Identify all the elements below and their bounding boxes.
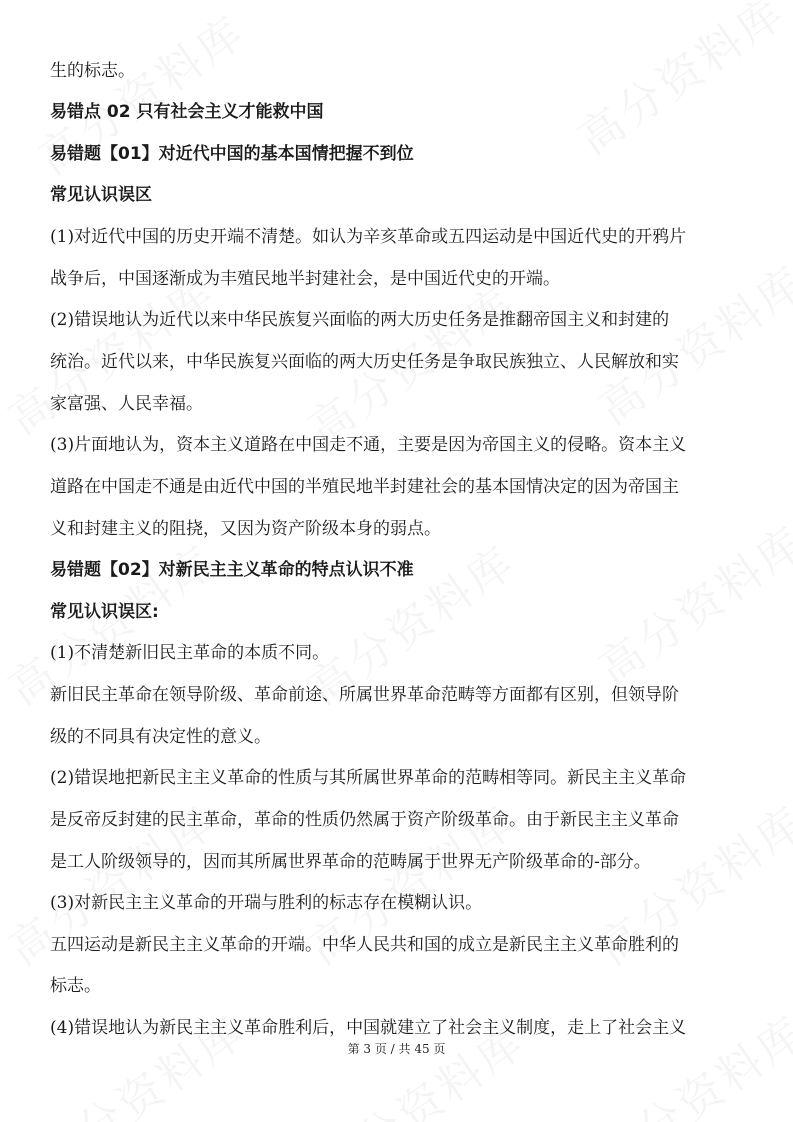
page-footer: 第 3 页 / 共 45 页 (347, 1042, 446, 1056)
paragraph-line: 是反帝反封建的民主革命，革命的性质仍然属于资产阶级革命。由于新民主主义革命 (50, 810, 679, 830)
watermark-text (583, 997, 793, 1122)
paragraph-line: 义和封建主义的阻挠，又因为资产阶级本身的弱点。 (50, 519, 441, 539)
paragraph-line: 新旧民主革命在领导阶级、革命前途、所属世界革命范畴等方面都有区别，但领导阶 (50, 685, 679, 705)
watermark-text (563, 0, 793, 167)
paragraph-line: 是工人阶级领导的，因而其所属世界革命的范畴属于世界无产阶级革命的-部分。 (50, 852, 651, 872)
paragraph-line: 家富强、人民幸福。 (50, 394, 203, 414)
paragraph-line: 统治。近代以来，中华民族复兴面临的两大历史任务是争取民族独立、人民解放和实 (50, 352, 679, 372)
paragraph-line: 生的标志。 (50, 61, 135, 81)
question-heading: 易错题【02】对新民主主义革命的特点认识不准 (50, 560, 414, 580)
section-heading: 易错点 02 只有社会主义才能救中国 (50, 102, 324, 122)
watermark-text (583, 247, 793, 437)
paragraph-line: (1)对近代中国的历史开端不清楚。如认为辛亥革命或五四运动是中国近代史的开鸦片 (50, 227, 687, 247)
subheading: 常见认识误区 (50, 185, 152, 205)
paragraph-line: (2)错误地认为近代以来中华民族复兴面临的两大历史任务是推翻帝国主义和封建的 (50, 310, 670, 330)
paragraph-line: 标志。 (50, 976, 101, 996)
paragraph-line: (3)对新民主主义革命的开瑞与胜利的标志存在模糊认识。 (50, 893, 483, 913)
paragraph-line: 五四运动是新民主主义革命的开端。中华人民共和国的成立是新民主主义革命胜利的 (50, 935, 679, 955)
paragraph-line: (1)不清楚新旧民主革命的本质不同。 (50, 643, 330, 663)
paragraph-line: 道路在中国走不通是由近代中国的半殖民地半封建社会的基本国情决定的因为帝国主 (50, 477, 679, 497)
paragraph-line: (4)错误地认为新民主主义革命胜利后，中国就建立了社会主义制度，走上了社会主义 (50, 1018, 687, 1038)
watermark-text (23, 997, 256, 1122)
watermark-text (583, 507, 793, 697)
paragraph-line: 战争后，中国逐渐成为丰殖民地半封建社会，是中国近代史的开端。 (50, 269, 560, 289)
paragraph-line: 级的不同具有决定性的意义。 (50, 727, 271, 747)
paragraph-line: (3)片面地认为，资本主义道路在中国走不通，主要是因为帝国主义的侵略。资本主义 (50, 435, 687, 455)
paragraph-line: (2)错误地把新民主主义革命的性质与其所属世界革命的范畴相等同。新民主主义革命 (50, 768, 687, 788)
question-heading: 易错题【01】对近代中国的基本国情把握不到位 (50, 144, 414, 164)
subheading: 常见认识误区: (50, 602, 159, 622)
